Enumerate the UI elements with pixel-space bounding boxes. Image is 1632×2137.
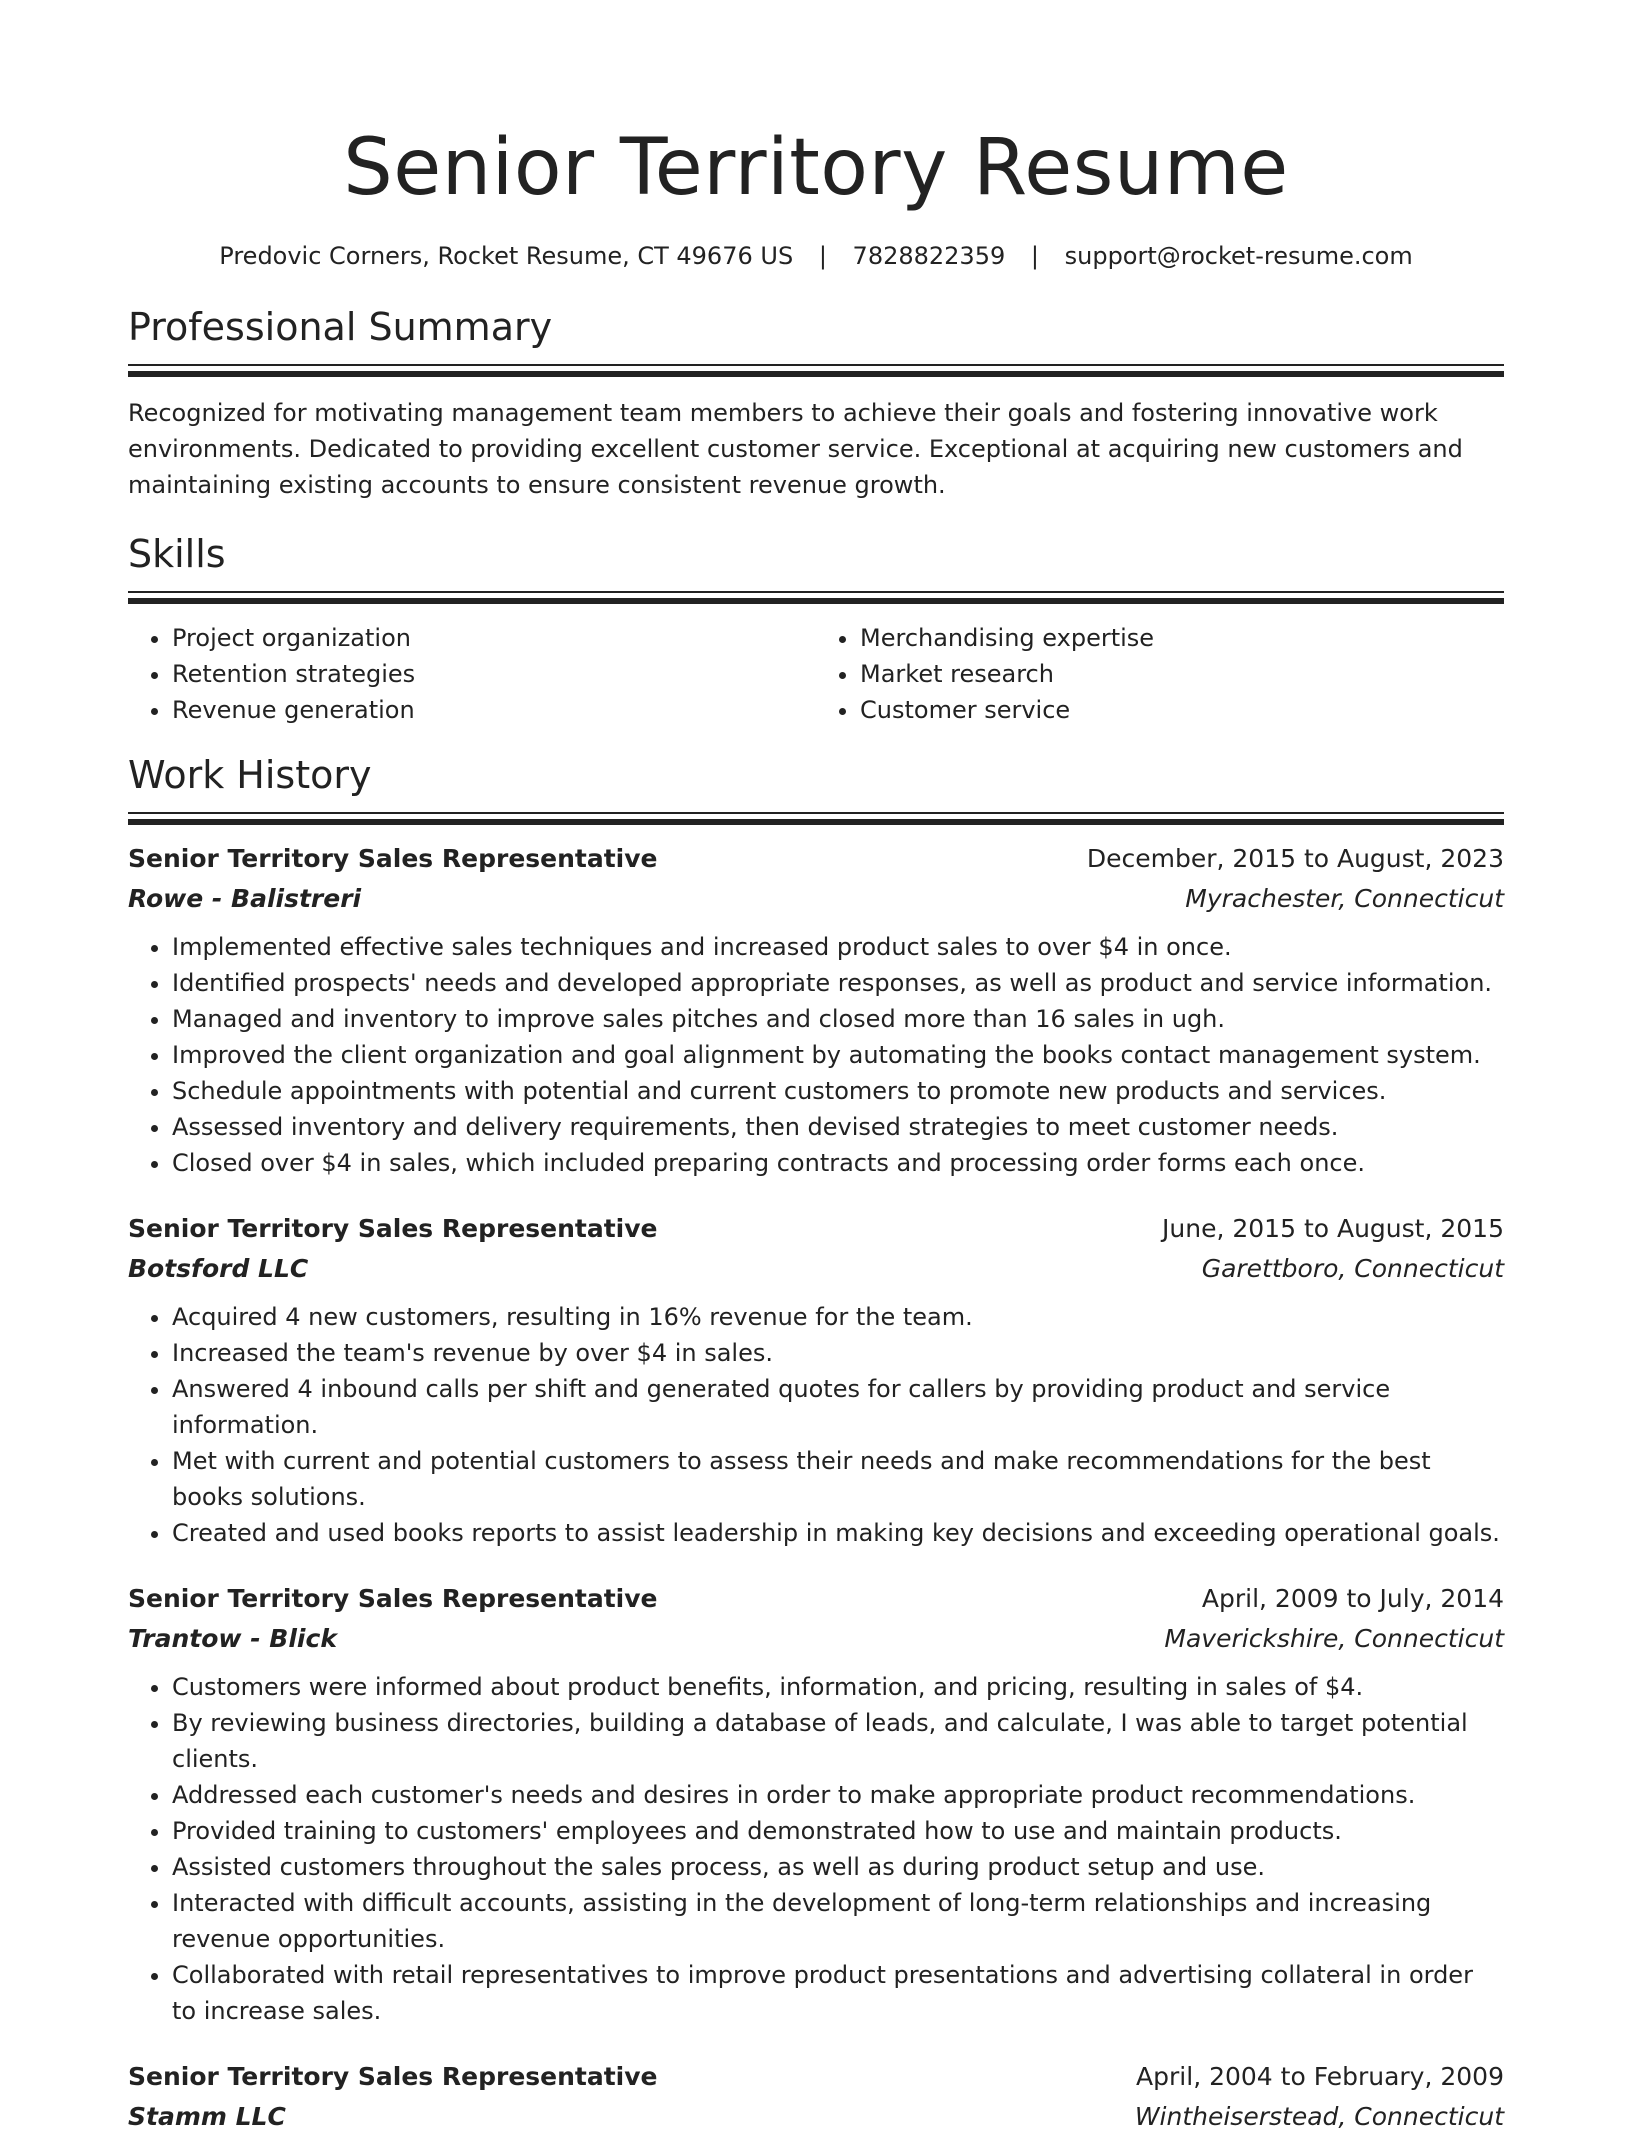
job-dates: April, 2004 to February, 2009 [1136, 2062, 1504, 2091]
job-company: Stamm LLC [128, 2102, 286, 2131]
job-company-row [128, 1619, 1504, 1659]
job-title: Senior Territory Sales Representative [128, 1584, 658, 1613]
job-bullet: • Customers were informed about product benefits, information, and pricing, resulting in sales of $4. [172, 1669, 1504, 1705]
job-bullet: • Acquired 4 new customers, resulting in 16% revenue for the team. [172, 1299, 1504, 1335]
job-entry [128, 1579, 1504, 2029]
summary-section [128, 302, 1504, 503]
job-bullet: • Interacted with difficult accounts, assisting in the development of long-term relationships and increasing revenue opportunities. [172, 1885, 1504, 1957]
contact-email: support@rocket-resume.com [1064, 242, 1413, 270]
skills-column-left [128, 620, 816, 728]
job-bullet: • Provided training to customers' employees and demonstrated how to use and maintain products. [172, 1813, 1504, 1849]
skill-item: • Market research [860, 656, 1504, 692]
job-entry [128, 2057, 1504, 2137]
job-header-row [128, 839, 1504, 879]
skill-item: • Retention strategies [172, 656, 816, 692]
job-entry [128, 839, 1504, 1181]
job-bullet: • Answered 4 inbound calls per shift and generated quotes for callers by providing product and service information. [172, 1371, 1504, 1443]
job-company: Rowe - Balistreri [128, 884, 362, 913]
skill-item: • Customer service [860, 692, 1504, 728]
resume-name: Senior Territory Resume [343, 123, 1289, 213]
job-location: Maverickshire, Connecticut [1164, 1624, 1504, 1653]
work-history-section [128, 750, 1504, 2137]
skills-column-right [816, 620, 1504, 728]
job-company-row [128, 2097, 1504, 2137]
job-location: Garettboro, Connecticut [1201, 1254, 1504, 1283]
job-bullet: • Implemented effective sales techniques and increased product sales to over $4 in once. [172, 929, 1504, 965]
contact-separator: | [1030, 242, 1039, 270]
resume-page [128, 0, 1504, 2137]
job-company-row [128, 1249, 1504, 1289]
skill-item: • Merchandising expertise [860, 620, 1504, 656]
summary-heading: Professional Summary [128, 305, 553, 349]
job-header-row [128, 2057, 1504, 2097]
skill-item: • Revenue generation [172, 692, 816, 728]
job-bullet: • Created and used books reports to assist leadership in making key decisions and exceeding operational goals. [172, 1515, 1504, 1551]
job-location: Wintheiserstead, Connecticut [1134, 2102, 1504, 2131]
job-dates: December, 2015 to August, 2023 [1086, 844, 1504, 873]
job-bullets [128, 929, 1504, 1181]
summary-text: Recognized for motivating management team members to achieve their goals and fostering innovative work environments. Dedicated to providing excellent customer service. Exceptional at acquiring new customers and maintaining existing accounts to ensure consistent revenue growth. [128, 399, 1463, 499]
contact-separator: | [818, 242, 827, 270]
job-bullet: • By reviewing business directories, building a database of leads, and calculate, I was able to target potential clients. [172, 1705, 1504, 1777]
job-company: Trantow - Blick [128, 1624, 337, 1653]
job-company-row [128, 879, 1504, 919]
job-company: Botsford LLC [128, 1254, 309, 1283]
job-bullet: • Assessed inventory and delivery requirements, then devised strategies to meet customer needs. [172, 1109, 1504, 1145]
skills-heading: Skills [128, 532, 226, 576]
skills-grid [128, 620, 1504, 728]
job-bullet: • Addressed each customer's needs and desires in order to make appropriate product recommendations. [172, 1777, 1504, 1813]
section-divider-thin [128, 591, 1504, 593]
job-bullet: • Assisted customers throughout the sales process, as well as during product setup and use. [172, 1849, 1504, 1885]
contact-address: Predovic Corners, Rocket Resume, CT 49676 US [219, 242, 794, 270]
contact-phone: 7828822359 [852, 242, 1006, 270]
job-dates: June, 2015 to August, 2015 [1162, 1214, 1504, 1243]
section-divider-thick [128, 819, 1504, 825]
job-title: Senior Territory Sales Representative [128, 1214, 658, 1243]
contact-line [128, 240, 1504, 272]
section-divider-thin [128, 812, 1504, 814]
skill-item: • Project organization [172, 620, 816, 656]
job-bullet: • Increased the team's revenue by over $4 in sales. [172, 1335, 1504, 1371]
work-history-heading: Work History [128, 753, 372, 797]
job-bullet: • Closed over $4 in sales, which included preparing contracts and processing order forms each once. [172, 1145, 1504, 1181]
job-bullet: • Improved the client organization and goal alignment by automating the books contact management system. [172, 1037, 1504, 1073]
job-bullet: • Schedule appointments with potential and current customers to promote new products and services. [172, 1073, 1504, 1109]
job-bullets [128, 1299, 1504, 1551]
section-divider-thick [128, 371, 1504, 377]
job-bullets [128, 1669, 1504, 2029]
job-title: Senior Territory Sales Representative [128, 2062, 658, 2091]
job-title: Senior Territory Sales Representative [128, 844, 658, 873]
job-entry [128, 1209, 1504, 1551]
section-divider-thick [128, 598, 1504, 604]
job-header-row [128, 1579, 1504, 1619]
skills-section [128, 529, 1504, 728]
job-location: Myrachester, Connecticut [1185, 884, 1504, 913]
job-bullet: • Managed and inventory to improve sales pitches and closed more than 16 sales in ugh. [172, 1001, 1504, 1037]
section-divider-thin [128, 364, 1504, 366]
job-dates: April, 2009 to July, 2014 [1201, 1584, 1504, 1613]
job-header-row [128, 1209, 1504, 1249]
job-bullet: • Met with current and potential customers to assess their needs and make recommendations for the best books solutions. [172, 1443, 1504, 1515]
job-bullet: • Identified prospects' needs and developed appropriate responses, as well as product and service information. [172, 965, 1504, 1001]
job-bullet: • Collaborated with retail representatives to improve product presentations and advertising collateral in order to increase sales. [172, 1957, 1504, 2029]
